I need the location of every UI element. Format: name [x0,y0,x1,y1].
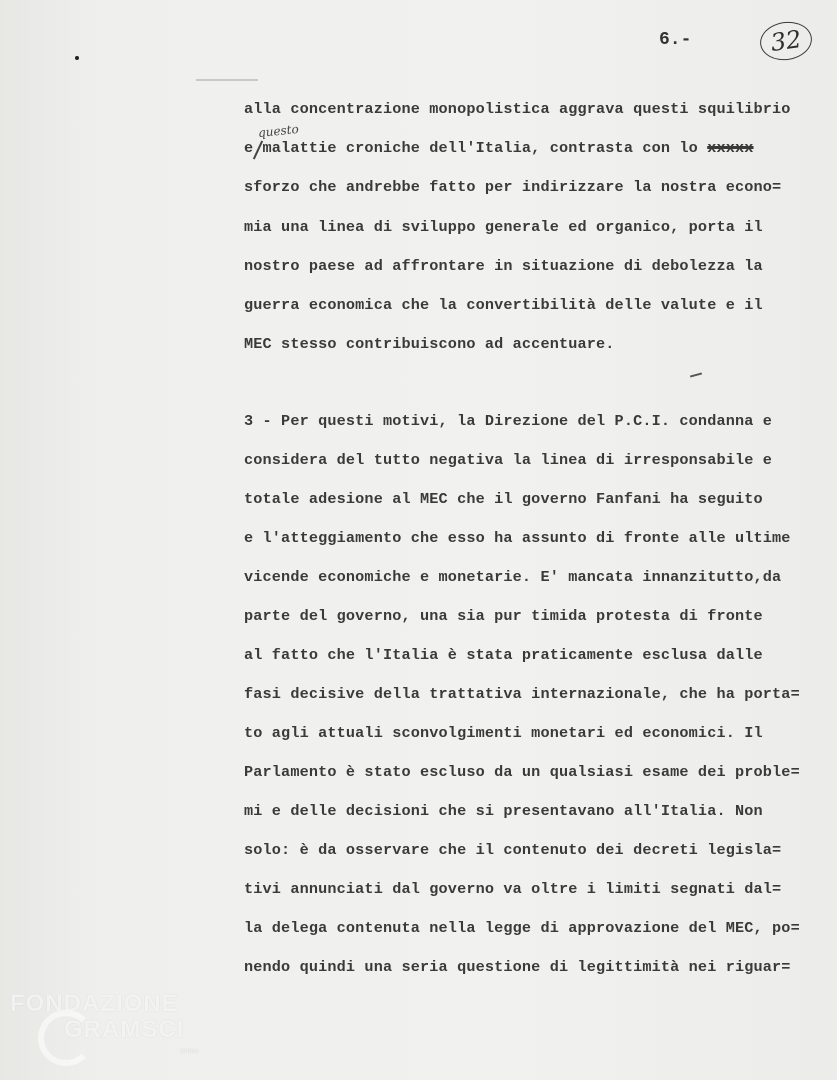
text-line: 3 - Per questi motivi, la Direzione del P.C.I. condanna e [244,412,773,430]
text-line: al fatto che l'Italia è stata praticamente esclusa dalle [244,646,763,664]
text-line [244,139,754,157]
text-line: e l'atteggiamento che esso ha assunto di fronte alle ultime [244,529,791,547]
text-line: mia una linea di sviluppo generale ed organico, porta il [244,218,763,236]
watermark-small: onlus [180,1048,199,1055]
margin-mark [196,79,258,81]
text-line: sforzo che andrebbe fatto per indirizzare la nostra econo= [244,178,782,196]
text-line: mi e delle decisioni che si presentavano all'Italia. Non [244,802,763,820]
text-line: totale adesione al MEC che il governo Fanfani ha seguito [244,490,763,508]
ink-dot [75,56,79,60]
text-line: alla concentrazione monopolistica aggrava questi squilibrio [244,100,791,118]
text-line: parte del governo, una sia pur timida protesta di fronte [244,607,763,625]
text-segment: e malattie croniche dell'Italia, contrasta con lo [244,139,708,157]
handwritten-insert: questo [257,121,300,141]
text-line: MEC stesso contribuiscono ad accentuare. [244,335,615,353]
text-line: nostro paese ad affrontare in situazione di debolezza la [244,257,763,275]
text-line: guerra economica che la convertibilità delle valute e il [244,296,763,314]
page-number: 6.- [659,30,692,50]
text-line: solo: è da osservare che il contenuto dei decreti legisla= [244,841,782,859]
stray-mark [690,372,702,377]
text-line: nendo quindi una seria questione di legittimità nei riguar= [244,958,791,976]
archive-number-stamp: 32 [758,19,815,64]
text-line: vicende economiche e monetarie. E' mancata innanzitutto,da [244,568,782,586]
text-line: tivi annunciati dal governo va oltre i limiti segnati dal= [244,880,782,898]
watermark-line2: GRAMSCI [64,1016,185,1043]
text-line: fasi decisive della trattativa internazionale, che ha porta= [244,685,800,703]
g-logo-icon [38,1010,94,1066]
text-line: la delega contenuta nella legge di approvazione del MEC, po= [244,919,800,937]
watermark-line1: FONDAZIONE [10,990,179,1017]
text-line: to agli attuali sconvolgimenti monetari ed economici. Il [244,724,763,742]
text-line: Parlamento è stato escluso da un qualsiasi esame dei proble= [244,763,800,781]
text-line: considera del tutto negativa la linea di irresponsabile e [244,451,773,469]
struck-text: xxxxx [707,139,754,157]
fondazione-gramsci-watermark [10,990,199,1055]
